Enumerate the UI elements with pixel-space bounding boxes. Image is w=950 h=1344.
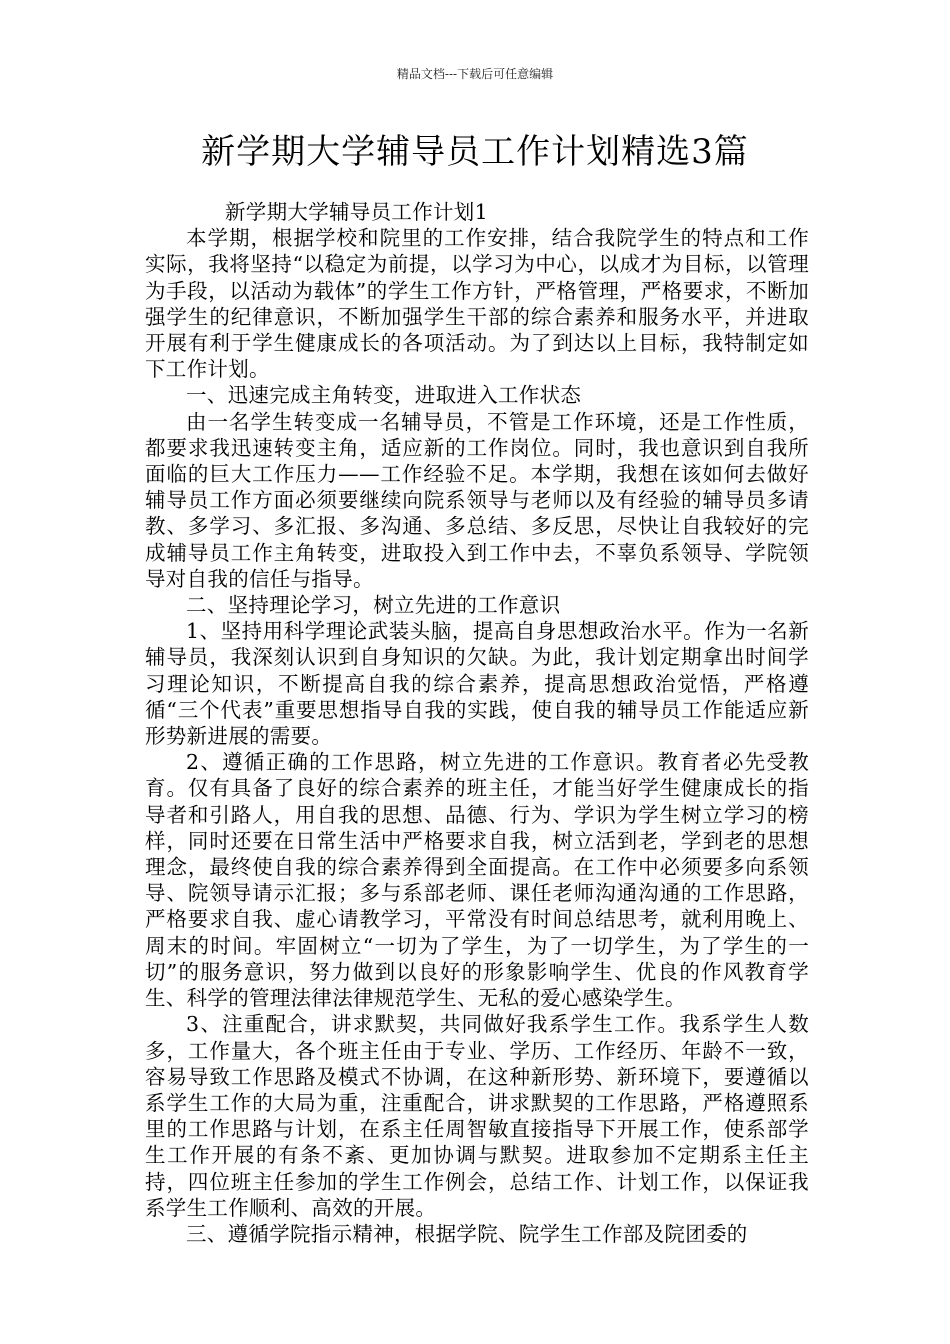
paragraph-theory-study: 1、坚持用科学理论武装头脑，提高自身思想政治水平。作为一名新辅导员，我深刻认识到自身知识的欠缺。为此，我计划定期拿出时间学习理论知识，不断提高自我的综合素养，提高思想政治觉悟，严格遵循“三个代表”重要思想指导自我的实践，使自我的辅导员工作能适应新形势新进展的需要。: [145, 619, 809, 749]
page-header: 精品文档---下载后可任意编辑: [396, 67, 554, 81]
paragraph-work-ideas: 2、遵循正确的工作思路，树立先进的工作意识。教育者必先受教育。仅有具备了良好的综合素养的班主任，才能当好学生健康成长的指导者和引路人，用自我的思想、品德、行为、学识为学生树立学习的榜样，同时还要在日常生活中严格要求自我，树立活到老，学到老的思想理念，最终使自我的综合素养得到全面提高。在工作中必须要多向系领导、院领导请示汇报；多与系部老师、课任老师沟通沟通的工作思路，严格要求自我、虚心请教学习，平常没有时间总结思考，就利用晚上、周末的时间。牢固树立“一切为了学生，为了一切学生，为了学生的一切”的服务意识，努力做到以良好的形象影响学生、优良的作风教育学生、科学的管理法律法律规范学生、无私的爱心感染学生。: [145, 750, 809, 1011]
document-subtitle: 新学期大学辅导员工作计划1: [225, 200, 488, 224]
section-heading-2: 二、坚持理论学习，树立先进的工作意识: [186, 593, 561, 618]
document-body: [145, 199, 809, 1247]
section-heading-3: 三、遵循学院指示精神，根据学院、院学生工作部及院团委的: [186, 1221, 748, 1246]
document-title: 新学期大学辅导员工作计划精选3篇: [201, 132, 749, 172]
paragraph-role-change: 由一名学生转变成一名辅导员，不管是工作环境，还是工作性质，都要求我迅速转变主角，适应新的工作岗位。同时，我也意识到自我所面临的巨大工作压力——工作经验不足。本学期，我想在该如何去做好辅导员工作方面必须要继续向院系领导与老师以及有经验的辅导员多请教、多学习、多汇报、多沟通、多总结、多反思，尽快让自我较好的完成辅导员工作主角转变，进取投入到工作中去，不辜负系领导、学院领导对自我的信任与指导。: [145, 409, 809, 591]
paragraph-intro: 本学期，根据学校和院里的工作安排，结合我院学生的特点和工作实际，我将坚持“以稳定为前提，以学习为中心，以成才为目标，以管理为手段，以活动为载体”的学生工作方针，严格管理，严格要求，不断加强学生的纪律意识，不断加强学生干部的综合素养和服务水平，并进取开展有利于学生健康成长的各项活动。为了到达以上目标，我特制定如下工作计划。: [145, 226, 809, 382]
paragraph-cooperation: 3、注重配合，讲求默契，共同做好我系学生工作。我系学生人数多，工作量大，各个班主任由于专业、学历、工作经历、年龄不一致，容易导致工作思路及模式不协调，在这种新形势、新环境下，要遵循以系学生工作的大局为重，注重配合，讲求默契的工作思路，严格遵照系里的工作思路与计划，在系主任周智敏直接指导下开展工作，使系部学生工作开展的有条不紊、更加协调与默契。进取参加不定期系主任主持，四位班主任参加的学生工作例会，总结工作、计划工作，以保证我系学生工作顺利、高效的开展。: [145, 1012, 809, 1220]
section-heading-1: 一、迅速完成主角转变，进取进入工作状态: [186, 383, 582, 408]
